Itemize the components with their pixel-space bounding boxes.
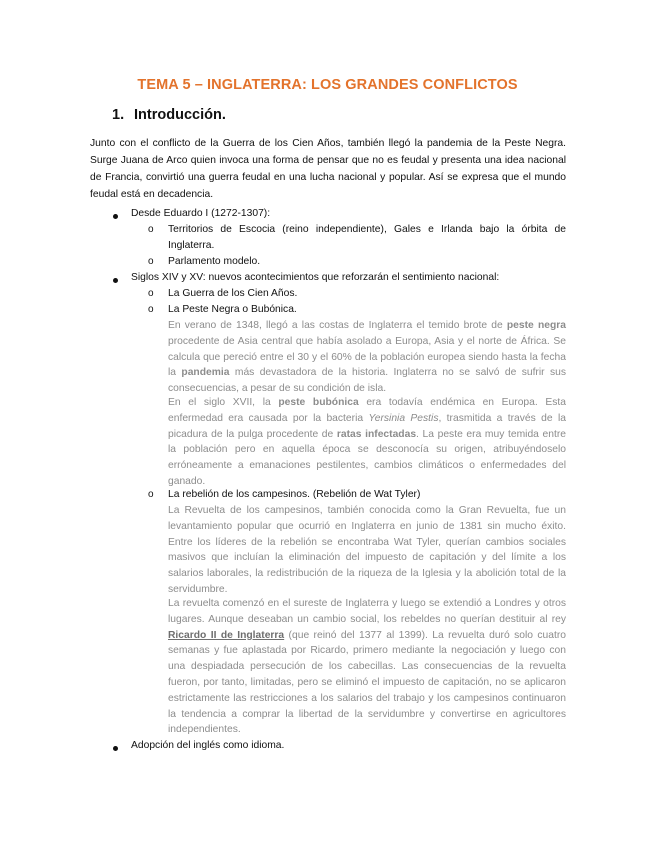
- intro-paragraph: Junto con el conflicto de la Guerra de los Cien Años, también llegó la pandemia de la Peste Negra. Surge Juana de Arco quien invoca una forma de pensar que no es feudal y presenta una idea nacional de Francia, convirtió una guerra feudal en una lucha nacional y popular. Así se expresa que el mundo feudal está en decadencia.: [90, 138, 566, 200]
- circle-bullet: o: [148, 256, 154, 267]
- text-run: La revuelta comenzó en el sureste de Inglaterra y luego se extendió a Londres y otros lugares. Aunque deseaban un cambio social, los rebeldes no querían destituir al rey: [168, 598, 566, 625]
- text-run: procedente de Asia central que había asolado a Europa, Asia y el norte de África. Se calcula que pereció entre el 30 y el 60% de la población europea siendo hasta la fecha la: [168, 335, 566, 379]
- text-run: En verano de 1348, llegó a las costas de Inglaterra el temido brote de: [168, 320, 507, 331]
- sub-peste-negra: La Peste Negra o Bubónica.: [168, 304, 297, 315]
- text-run-bold: peste negra: [506, 320, 566, 331]
- section-heading: [112, 107, 226, 123]
- text-run: más devastadora de la historia. Inglaterra no se salvó de sufrir sus consecuencias, a pesar de su condición de isla.: [168, 367, 566, 395]
- sub-eduardo-parlamento: Parlamento modelo.: [168, 256, 261, 267]
- sub-guerra-cien-anos: La Guerra de los Cien Años.: [168, 288, 298, 299]
- sub-eduardo-territorios: Territorios de Escocia (reino independiente), Gales e Irlanda bajo la órbita de Inglaterra.: [168, 224, 566, 251]
- bullet-dot: [113, 746, 118, 751]
- sub-rebelion-campesinos: La rebelión de los campesinos. (Rebelión de Wat Tyler): [168, 489, 421, 500]
- text-run-bold: pandemia: [181, 367, 230, 379]
- bullet-dot: [113, 214, 118, 219]
- peste-paragraph-1: [168, 318, 566, 397]
- text-run: . La peste era muy temida entre la población pero en aquella época se desconocía su origen, atribuyéndoselo erróneamente a emanaciones pestilentes, cambios climáticos o enfermedades del ganado.: [168, 428, 566, 487]
- bullet-adopcion: Adopción del inglés como idioma.: [131, 740, 285, 751]
- text-run: era todavía endémica en Europa. Esta enfermedad era causada por la bacteria: [168, 397, 566, 424]
- circle-bullet: o: [148, 288, 154, 299]
- text-run: , trasmitida a través de la picadura de la pulga procedente de: [168, 412, 566, 440]
- section-heading-text: Introducción.: [134, 107, 226, 123]
- document-title: TEMA 5 – INGLATERRA: LOS GRANDES CONFLICTOS: [137, 77, 518, 93]
- text-run-bold: peste bubónica: [278, 397, 359, 408]
- circle-bullet: o: [148, 224, 154, 235]
- bullet-dot: [113, 278, 118, 283]
- text-run-italic: Yersinia Pestis: [368, 412, 439, 424]
- text-run-bold: ratas infectadas: [336, 428, 417, 440]
- circle-bullet: o: [148, 304, 154, 315]
- rebelion-paragraph-2: [168, 596, 566, 738]
- bullet-eduardo: Desde Eduardo I (1272-1307):: [131, 208, 271, 219]
- text-run: En el siglo XVII, la: [168, 397, 279, 408]
- section-number: 1.: [112, 107, 125, 123]
- bullet-siglos: Siglos XIV y XV: nuevos acontecimientos que reforzarán el sentimiento nacional:: [131, 272, 500, 283]
- rebelion-paragraph-1: La Revuelta de los campesinos, también conocida como la Gran Revuelta, fue un levantamiento popular que ocurrió en Inglaterra en junio de 1381 sin mucho éxito. Entre los líderes de la rebelión se encontraba Wat Tyler, querían cambios sociales masivos que incluían la eliminación del impuesto de capitación y del límite a los salarios laborales, la redistribución de la riqueza de la Iglesia y la abolición total de la servidumbre.: [168, 505, 566, 595]
- text-run: (que reinó del 1377 al 1399). La revuelta duró solo cuatro semanas y fue aplastada por Ricardo, primero mediante la negociación y luego con una despiadada persecución de los cabecillas. Las consecuencias de la revuelta fueron, por tanto, limitadas, pero se eliminó el impuesto de capitación, no se aplicaron estrictamente las restricciones a los salarios del trabajo y los campesinos continuaron la tendencia a comprar la libertad de la servidumbre y convertirse en agricultores independientes.: [168, 629, 566, 736]
- circle-bullet: o: [148, 489, 154, 500]
- ricardo-link[interactable]: Ricardo II de Inglaterra: [168, 629, 285, 641]
- peste-paragraph-2: [168, 395, 566, 490]
